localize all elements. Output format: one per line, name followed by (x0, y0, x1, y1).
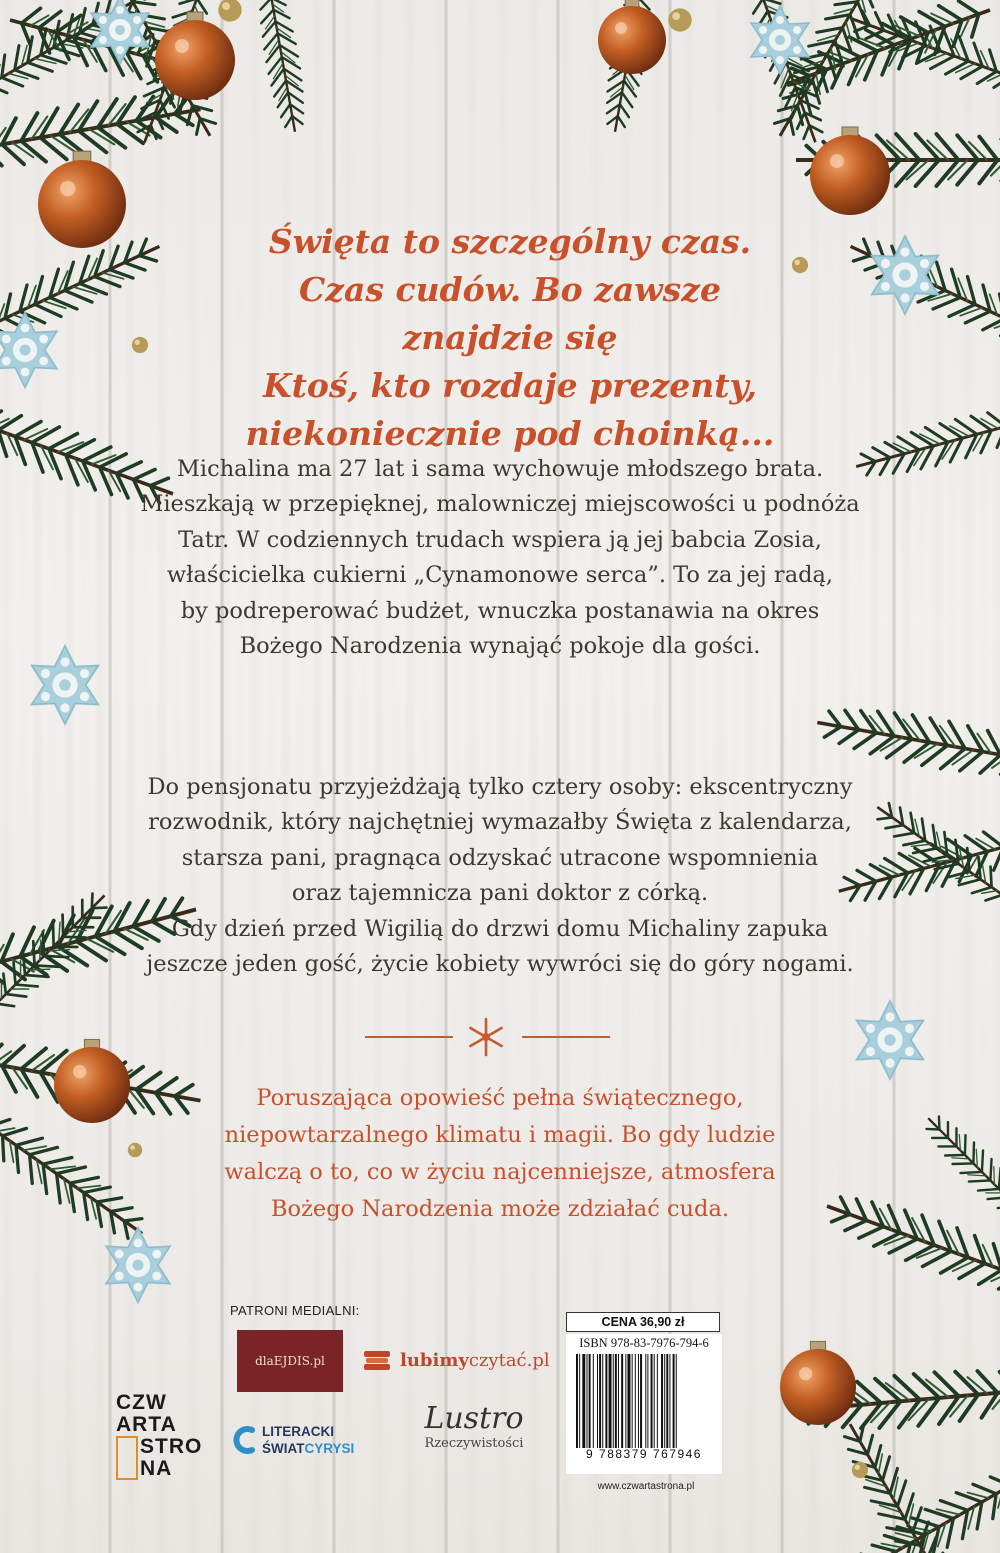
literacki-text: LITERACKI (262, 1424, 334, 1439)
barcode-bar (676, 1354, 677, 1448)
barcode-bar (651, 1354, 653, 1448)
barcode-bar (599, 1354, 601, 1448)
barcode-bar (587, 1354, 588, 1448)
barcode-bar (669, 1354, 670, 1448)
closing-line: Poruszająca opowieść pełna świątecznego, (256, 1085, 744, 1111)
book-icon (362, 1348, 392, 1372)
barcode-bar (615, 1354, 617, 1448)
description-line: oraz tajemnicza pani doktor z córką. (291, 880, 709, 907)
description-line: Michalina ma 27 lat i sama wychowuje młodszego brata. (176, 456, 824, 482)
description-line: by podreperować budżet, wnuczka postanawia na okres (180, 597, 820, 624)
closing-blurb (170, 1080, 830, 1228)
barcode-bar (582, 1354, 585, 1448)
closing-line: Bożego Narodzenia może zdziałać cuda. (270, 1196, 730, 1222)
barcode-bar (657, 1354, 658, 1448)
description-line: właścicielka cukierni „Cynamonowe serca”. To za jej radą, (166, 562, 834, 589)
divider-line-right (522, 1036, 610, 1038)
description-line: Do pensjonatu przyjeżdżają tylko cztery osoby: ekscentryczny (147, 774, 853, 800)
barcode-bar (661, 1354, 663, 1448)
barcode-bar (625, 1354, 626, 1448)
lubimyczytac-logo (362, 1348, 550, 1372)
barcode-bar (627, 1354, 630, 1448)
barcode-bar (579, 1354, 580, 1448)
barcode-bar (613, 1354, 614, 1448)
description-line: Mieszkają w przepięknej, malowniczej miejscowości u podnóża (140, 491, 860, 518)
isbn-text: ISBN 978-83-7976-794-6 (579, 1336, 709, 1350)
lustro-text: Lustro (424, 1401, 524, 1436)
description-line: Gdy dzień przed Wigilią do drzwi domu Michaliny zapuka (171, 915, 829, 942)
price-label: CENA 36,90 zł (566, 1312, 720, 1332)
lustro-rzeczywistosci-logo (414, 1402, 534, 1452)
tagline (230, 218, 790, 458)
description-line: Bożego Narodzenia wynająć pokoje dla gości. (239, 633, 761, 660)
closing-line: niepowtarzalnego klimatu i magii. Bo gdy ludzie (224, 1122, 776, 1148)
barcode-bar (635, 1354, 636, 1448)
cyrysi-text: CYRYSI (304, 1441, 355, 1456)
media-patrons-label: PATRONI MEDIALNI: (230, 1303, 360, 1318)
barcode-bar (621, 1354, 623, 1448)
star-icon (464, 1015, 508, 1059)
barcode-bar (576, 1354, 578, 1448)
description-line: Tatr. W codziennych trudach wspiera ją jej babcia Zosia, (178, 526, 822, 553)
description-line: jeszcze jeden gość, życie kobiety wywróci się do góry nogami. (146, 951, 854, 978)
tagline-line: Ktoś, kto rozdaje prezenty, (262, 366, 758, 405)
czytac-text: czytać.pl (468, 1349, 550, 1371)
publisher-line: ARTA (116, 1413, 177, 1436)
barcode-bar (609, 1354, 612, 1448)
barcode-bar (645, 1354, 646, 1448)
c-letter-icon (230, 1423, 256, 1457)
publisher-line: STRO (140, 1435, 203, 1458)
description-paragraph-2 (110, 770, 890, 982)
barcode-bar (640, 1354, 642, 1448)
barcode-bar (638, 1354, 639, 1448)
rzeczywistosci-text: Rzeczywistości (424, 1436, 524, 1451)
publisher-line: CZW (116, 1391, 167, 1414)
swiat-text: ŚWIAT (262, 1441, 305, 1456)
barcode-bar (597, 1354, 598, 1448)
tagline-line: Czas cudów. Bo zawsze znajdzie się (299, 270, 721, 357)
barcode-digits: 9 788379 767946 (586, 1447, 702, 1461)
ejdis-logo-text: dlaEJDIS.pl (255, 1354, 325, 1368)
publisher-line: NA (140, 1457, 173, 1480)
barcode-bar (618, 1354, 619, 1448)
barcode-bar (632, 1354, 633, 1448)
description-line: rozwodnik, który najchętniej wymazałby Święta z kalendarza, (148, 809, 852, 836)
closing-line: walczą o to, co w życiu najcenniejsze, atmosfera (224, 1159, 776, 1185)
tagline-line: Święta to szczególny czas. (268, 222, 752, 261)
barcode-bar (664, 1354, 665, 1448)
barcode-bar (605, 1354, 607, 1448)
publisher-mark-icon (116, 1436, 138, 1480)
description-line: starsza pani, pragnąca odzyskać utracone wspomnienia (181, 844, 819, 871)
barcode-icon (576, 1354, 712, 1448)
lubimy-text: lubimy (400, 1349, 469, 1371)
barcode-bar (654, 1354, 655, 1448)
barcode-bar (593, 1354, 594, 1448)
tagline-line: niekoniecznie pod choinką... (245, 414, 775, 453)
barcode-bar (647, 1354, 648, 1448)
divider-line-left (365, 1036, 453, 1038)
barcode-area (566, 1334, 722, 1474)
barcode-bar (666, 1354, 668, 1448)
publisher-logo (116, 1392, 216, 1480)
literacki-swiat-cyrysi-logo (230, 1423, 354, 1457)
publisher-website: www.czwartastrona.pl (597, 1481, 695, 1492)
barcode-bar (589, 1354, 591, 1448)
ejdis-logo (237, 1330, 343, 1392)
barcode-bar (602, 1354, 603, 1448)
description-paragraph-1 (110, 452, 890, 664)
barcode-bar (673, 1354, 675, 1448)
